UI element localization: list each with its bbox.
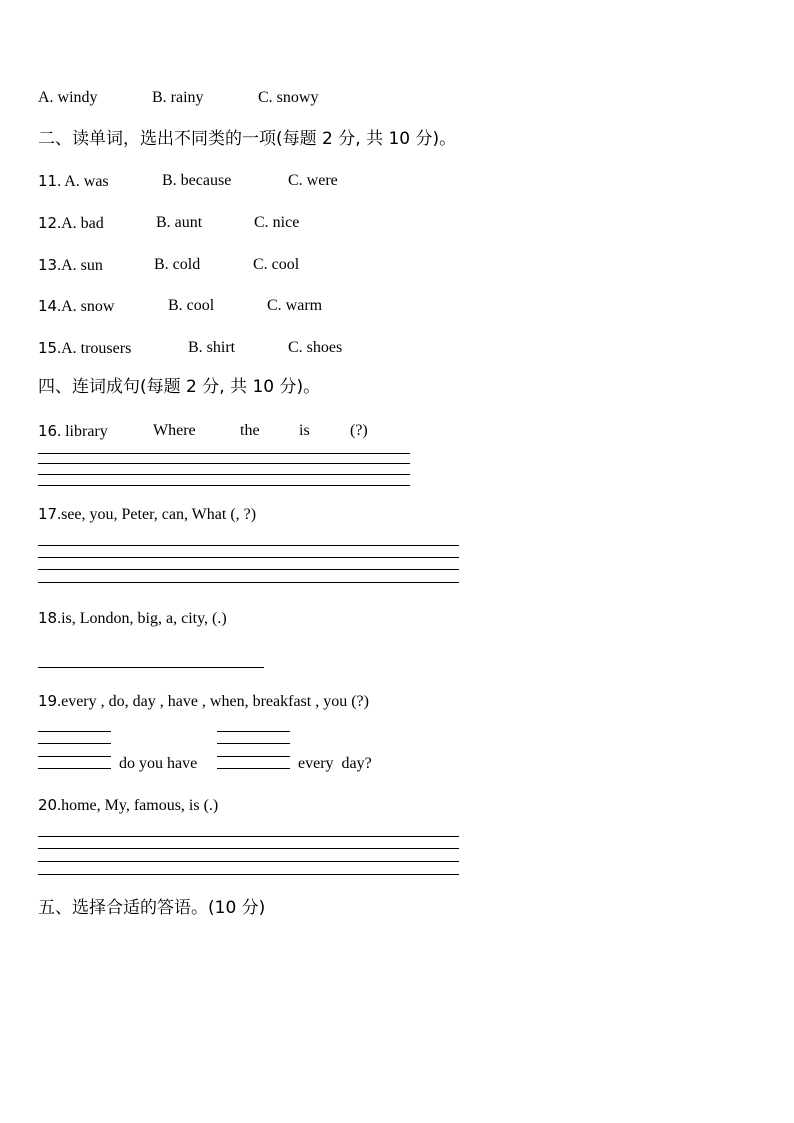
option-a: .A. snow [57, 298, 115, 315]
blank-line[interactable] [38, 743, 111, 744]
q10-option-b: B. rainy [152, 89, 204, 106]
word: Where [153, 422, 196, 439]
question-text: .see, you, Peter, can, What (, ?) [57, 506, 257, 523]
answer-line[interactable] [38, 463, 410, 464]
section4-title: 四、连词成句(每题 2 分, 共 10 分)。 [38, 377, 321, 397]
blank-line[interactable] [38, 731, 111, 732]
question-number: 15 [38, 339, 58, 357]
question-number: 20 [38, 796, 58, 814]
blank-line[interactable] [38, 768, 111, 769]
option-c: C. cool [253, 256, 300, 273]
option-c: C. warm [267, 297, 323, 314]
question-number: 18 [38, 609, 58, 627]
q10-option-c: C. snowy [258, 89, 319, 106]
answer-line[interactable] [38, 836, 459, 837]
question-text: .home, My, famous, is (.) [57, 797, 219, 814]
question-text: .is, London, big, a, city, (.) [57, 610, 227, 627]
option-b: B. shirt [188, 339, 236, 356]
option-c: C. were [288, 172, 338, 189]
answer-line[interactable] [38, 569, 459, 570]
blank-line[interactable] [217, 768, 290, 769]
option-c: C. nice [254, 214, 300, 231]
answer-line[interactable] [38, 453, 410, 454]
answer-line[interactable] [38, 485, 410, 486]
option-a: .A. trousers [57, 340, 132, 357]
answer-line[interactable] [38, 874, 459, 875]
answer-line[interactable] [38, 545, 459, 546]
answer-line[interactable] [38, 861, 459, 862]
option-a: .A. bad [57, 215, 104, 232]
question-number: 11 [38, 172, 58, 190]
section2-title: 二、读单词，选出不同类的一项(每题 2 分, 共 10 分)。 [38, 129, 457, 149]
blank-line[interactable] [217, 731, 290, 732]
q10-option-a: A. windy [38, 89, 98, 106]
option-b: B. because [162, 172, 232, 189]
blank-line[interactable] [217, 756, 290, 757]
question-number: 16 [38, 422, 58, 440]
sentence-end: every day? [298, 755, 372, 772]
option-b: B. cool [168, 297, 215, 314]
question-number: 14 [38, 297, 58, 315]
question-number: 17 [38, 505, 58, 523]
question-number: 19 [38, 692, 58, 710]
blank-line[interactable] [217, 743, 290, 744]
word: is [299, 422, 310, 439]
option-b: B. cold [154, 256, 201, 273]
sentence-middle: do you have [119, 755, 198, 772]
answer-line[interactable] [38, 474, 410, 475]
option-a: . A. was [57, 173, 109, 190]
word: (?) [350, 422, 368, 439]
word: . library [57, 423, 108, 440]
question-number: 13 [38, 256, 58, 274]
answer-line[interactable] [38, 667, 264, 668]
option-a: .A. sun [57, 257, 103, 274]
section5-title: 五、选择合适的答语。(10 分) [38, 898, 266, 918]
question-number: 12 [38, 214, 58, 232]
answer-line[interactable] [38, 848, 459, 849]
word: the [240, 422, 260, 439]
answer-line[interactable] [38, 557, 459, 558]
option-b: B. aunt [156, 214, 203, 231]
blank-line[interactable] [38, 756, 111, 757]
answer-line[interactable] [38, 582, 459, 583]
option-c: C. shoes [288, 339, 343, 356]
question-text: .every , do, day , have , when, breakfast , you (?) [57, 693, 369, 710]
